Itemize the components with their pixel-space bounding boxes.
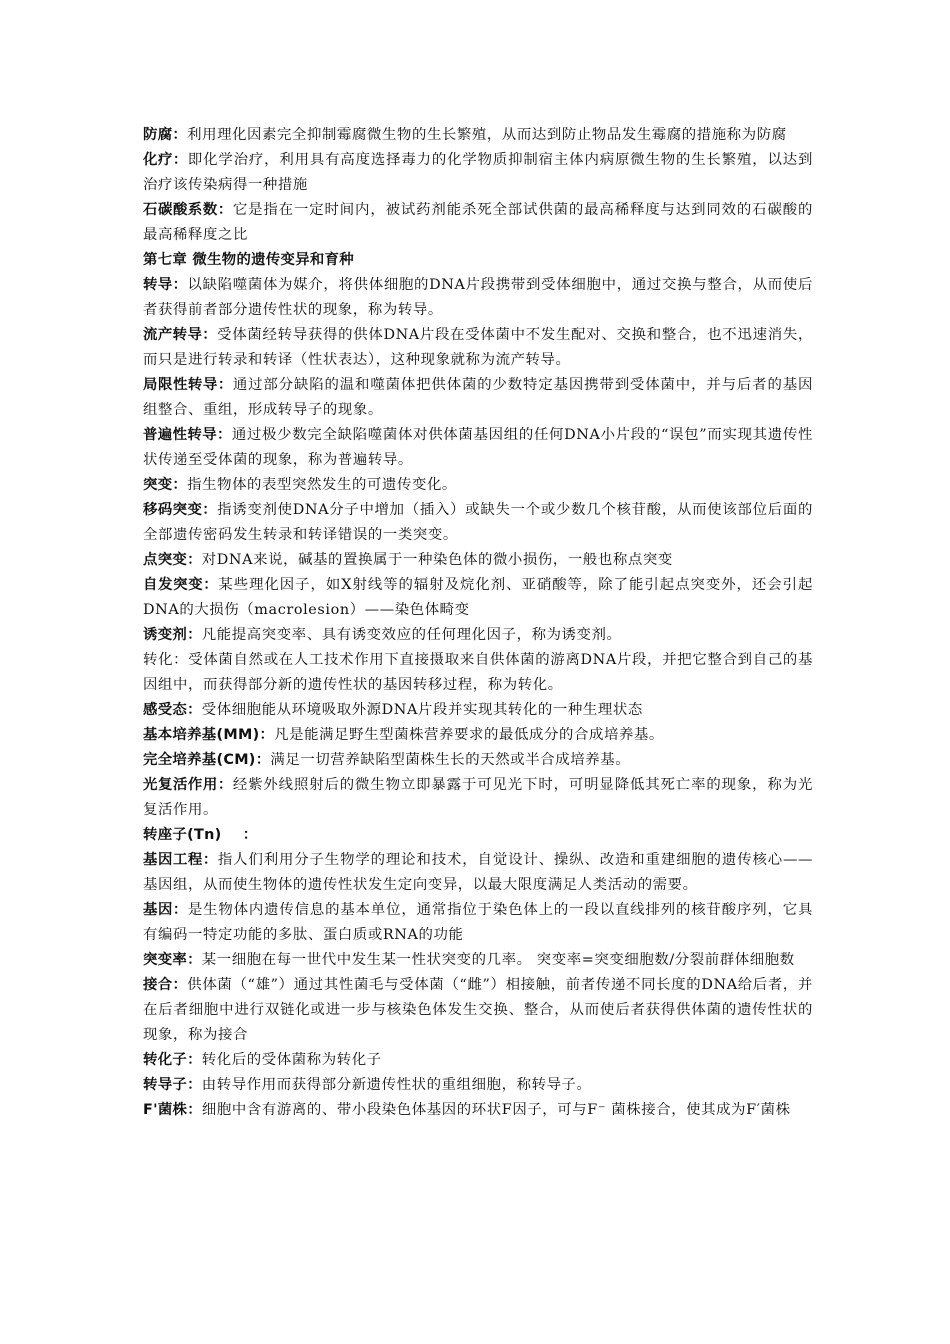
definition-entry [143,1098,813,1123]
definition-entry [143,323,813,373]
entry-definition: 某些理化因子，如X射线等的辐射及烷化剂、亚硝酸等，除了能引起点突变外，还会引起DNA的大损伤（macrolesion）——染色体畸变 [143,577,814,618]
entry-term: 突变率 [143,952,188,968]
entry-definition: 指生物体的表型突然发生的可遗传变化。 [187,477,457,493]
entry-separator: ： [172,902,188,918]
document-body [143,123,813,1123]
definition-entry [143,648,813,698]
definition-entry [143,898,813,948]
entry-separator: ： [172,477,188,493]
definition-entry [143,823,813,848]
entry-definition: 经紫外线照射后的微生物立即暴露于可见光下时，可明显降低其死亡率的现象，称为光复活作用。 [143,777,813,818]
entry-term: 接合 [143,977,173,993]
entry-separator: ： [259,727,275,743]
entry-separator: ： [187,627,202,643]
entry-separator: ： [221,827,258,843]
entry-definition: 即化学治疗，利用具有高度选择毒力的化学物质抑制宿主体内病原微生物的生长繁殖，以达到治疗该传染病得一种措施 [143,152,813,193]
entry-definition: 供体菌（“雄”）通过其性菌毛与受体菌（“雌”）相接触，前者传递不同长度的DNA给后者，并在后者细胞中进行双链化或进一步与核染色体发生交换、整合，从而使后者获得供体菌的遗传性状的现象，称为接合 [143,977,813,1043]
entry-definition: 某一细胞在每一世代中发生某一性状突变的几率。 突变率=突变细胞数/分裂前群体细胞数 [201,952,795,968]
entry-separator: ： [172,127,188,143]
entry-definition: 凡是能满足野生型菌株营养要求的最低成分的合成培养基。 [274,727,664,743]
definition-entry [143,498,813,548]
entry-term: 基因工程 [143,852,203,868]
entry-separator: ： [255,752,271,768]
entry-definition: 指诱变剂使DNA分子中增加（插入）或缺失一个或少数几个核苷酸，从而使该部位后面的全部遗传密码发生转录和转译错误的一类突变。 [143,502,813,543]
entry-term: 基因 [143,902,173,918]
entry-definition: 细胞中含有游离的、带小段染色体基因的环状F因子，可与F⁻ 菌株接合，使其成为F′菌株 [201,1102,791,1118]
definition-entry [143,948,813,973]
entry-separator: ： [202,327,218,343]
entry-definition: 满足一切营养缺陷型菌株生长的天然或半合成培养基。 [270,752,631,768]
entry-separator: ： [187,1052,202,1068]
entry-definition: 转化后的受体菌称为转化子 [201,1052,382,1068]
entry-term: 点突变 [143,552,188,568]
definition-entry [143,198,813,248]
entry-separator: ： [187,702,202,718]
entry-separator: ： [187,952,202,968]
entry-definition: 通过极少数完全缺陷噬菌体对供体菌基因组的任何DNA小片段的“误包”而实现其遗传性状传递至受体菌的现象，称为普遍转导。 [143,427,813,468]
definition-entry [143,473,813,498]
entry-separator: ： [217,427,232,443]
entry-definition: 通过部分缺陷的温和噬菌体把供体菌的少数特定基因携带到受体菌中，并与后者的基因组整合、重组，形成转导子的现象。 [143,377,813,418]
definition-entry [143,423,813,473]
entry-term: 石碳酸系数 [143,202,218,218]
entry-definition: 由转导作用而获得部分新遗传性状的重组细胞，称转导子。 [201,1077,592,1093]
entry-term: 局限性转导 [143,377,218,393]
entry-term: 转座子(Tn) [143,827,222,843]
definition-entry [143,1048,813,1073]
definition-entry [143,123,813,148]
entry-term: 感受态 [143,702,188,718]
entry-term: 完全培养基(CM) [143,752,256,768]
entry-definition: 指人们利用分子生物学的理论和技术，自觉设计、操纵、改造和重建细胞的遗传核心——基因组，从而使生物体的遗传性状发生定向变异，以最大限度满足人类活动的需要。 [143,852,814,893]
entry-term: 转化子 [143,1052,188,1068]
entry-term: 光复活作用 [143,777,218,793]
entry-definition: 利用理化因素完全抑制霉腐微生物的生长繁殖，从而达到防止物品发生霉腐的措施称为防腐 [187,127,787,143]
definition-entry [143,773,813,823]
entry-definition: 是生物体内遗传信息的基本单位，通常指位于染色体上的一段以直线排列的核苷酸序列，它具有编码一特定功能的多肽、蛋白质或RNA的功能 [143,902,813,943]
entry-term: 普遍性转导 [143,427,218,443]
entry-separator: ： [187,552,202,568]
entry-definition: 以缺陷噬菌体为媒介，将供体细胞的DNA片段携带到受体细胞中，通过交换与整合，从而使后者获得前者部分遗传性状的现象，称为转导。 [143,277,813,318]
definition-entry [143,748,813,773]
entry-term: 流产转导 [143,327,203,343]
entry-separator: ： [187,1102,202,1118]
chapter-heading: 第七章 微生物的遗传变异和育种 [143,252,354,268]
entry-separator: ： [217,377,233,393]
entry-definition: 转化：受体菌自然或在人工技术作用下直接摄取来自供体菌的游离DNA片段，并把它整合到自己的基因组中，而获得部分新的遗传性状的基因转移过程，称为转化。 [143,652,813,693]
entry-definition: 它是指在一定时间内，被试药剂能杀死全部试供菌的最高稀释度与达到同效的石碳酸的最高稀释度之比 [143,202,813,243]
entry-separator: ： [217,202,233,218]
definition-entry [143,373,813,423]
entry-separator: ： [202,502,218,518]
entry-term: 转导 [143,277,173,293]
entry-definition: 受体菌经转导获得的供体DNA片段在受体菌中不发生配对、交换和整合，也不迅速消失，而只是进行转录和转译（性状表达），这种现象就称为流产转导。 [143,327,813,368]
entry-term: 突变 [143,477,173,493]
entry-term: 化疗 [143,152,173,168]
definition-entry [143,148,813,198]
entry-separator: ： [187,1077,202,1093]
entry-definition: 对DNA来说，碱基的置换属于一种染色体的微小损伤，一般也称点突变 [201,552,673,568]
entry-term: F'菌株 [143,1102,188,1118]
entry-separator: ： [172,977,188,993]
definition-entry [143,623,813,648]
entry-definition: 受体细胞能从环境吸取外源DNA片段并实现其转化的一种生理状态 [201,702,643,718]
entry-separator: ： [202,852,218,868]
entry-separator: ： [172,277,188,293]
definition-entry [143,273,813,323]
definition-entry [143,973,813,1048]
entry-term: 基本培养基(MM) [143,727,260,743]
entry-separator: ： [203,577,219,593]
definition-entry [143,723,813,748]
definition-entry [143,573,813,623]
definition-entry [143,1073,813,1098]
definition-entry [143,848,813,898]
entry-term: 转导子 [143,1077,188,1093]
entry-separator: ： [217,777,233,793]
entry-term: 防腐 [143,127,173,143]
entry-term: 移码突变 [143,502,203,518]
definition-entry [143,548,813,573]
entry-term: 自发突变 [143,577,204,593]
entry-separator: ： [172,152,188,168]
entry-term: 诱变剂 [143,627,188,643]
definition-entry [143,698,813,723]
entry-definition: 凡能提高突变率、具有诱变效应的任何理化因子，称为诱变剂。 [201,627,622,643]
